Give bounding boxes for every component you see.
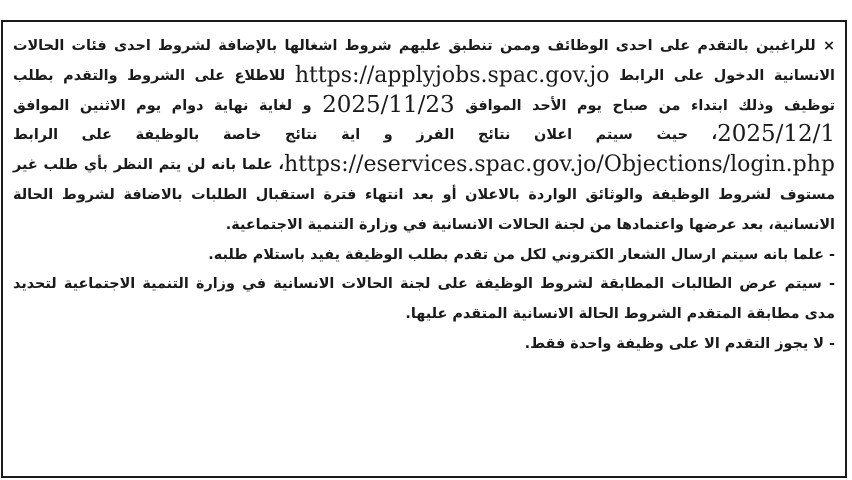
intro-text-4: ، حيث سيتم اعلان نتائج الفرز و اية نتائج خاصة بالوظيفة على الرابط bbox=[13, 127, 718, 144]
note-single-application: - لا يجوز التقدم الا على وظيفة واحدة فقط. bbox=[524, 335, 835, 352]
start-date: 2025/11/23 bbox=[322, 91, 455, 118]
intro-text-5: ، علما بانه لن يتم النظر بأي طلب غير مستوف لشروط الوظيفة والوثائق الواردة بالاعلان أو بعد انتهاء فترة استقبال الطلبات بالاضافة لشروط الحالة الانسانية، بعد عرضها واعتمادها من لجنة الحالات الانسانية في وزارة التنمية الاجتماعية. bbox=[13, 157, 835, 233]
intro-paragraph bbox=[13, 32, 835, 241]
end-date: 2025/12/1 bbox=[717, 121, 835, 148]
note-confirmation: - علما بانه سيتم ارسال الشعار الكتروني لكل من تقدم بطلب الوظيفة يفيد باستلام طلبه. bbox=[208, 246, 835, 263]
announcement-box bbox=[1, 20, 847, 478]
apply-link[interactable]: https://applyjobs.spac.gov.jo bbox=[294, 62, 610, 88]
intro-text-1: للراغبين بالتقدم على احدى الوظائف وممن تنطبق عليهم شروط اشغالها بالإضافة لشروط احدى فئات الحالات الانسانية الدخول على الرابط bbox=[13, 38, 835, 84]
bullet-marker: × bbox=[822, 38, 836, 54]
objections-link[interactable]: https://eservices.spac.gov.jo/Objections/login.php bbox=[284, 152, 835, 178]
note-committee-review: - سيتم عرض الطالبات المطابقة لشروط الوظيفة على لجنة الحالات الانسانية في وزارة التنمية الاجتماعية لتحديد مدى مطابقة المتقدم الشروط الحالة الانسانية المتقدم عليها. bbox=[13, 276, 835, 323]
intro-text-3: و لغاية نهاية دوام يوم الاثنين الموافق bbox=[13, 97, 312, 114]
intro-text-2: للاطلاع على الشروط والتقدم بطلب توظيف وذلك ابتداء من صباح يوم الأحد الموافق bbox=[13, 67, 836, 114]
announcement-text bbox=[3, 22, 845, 360]
